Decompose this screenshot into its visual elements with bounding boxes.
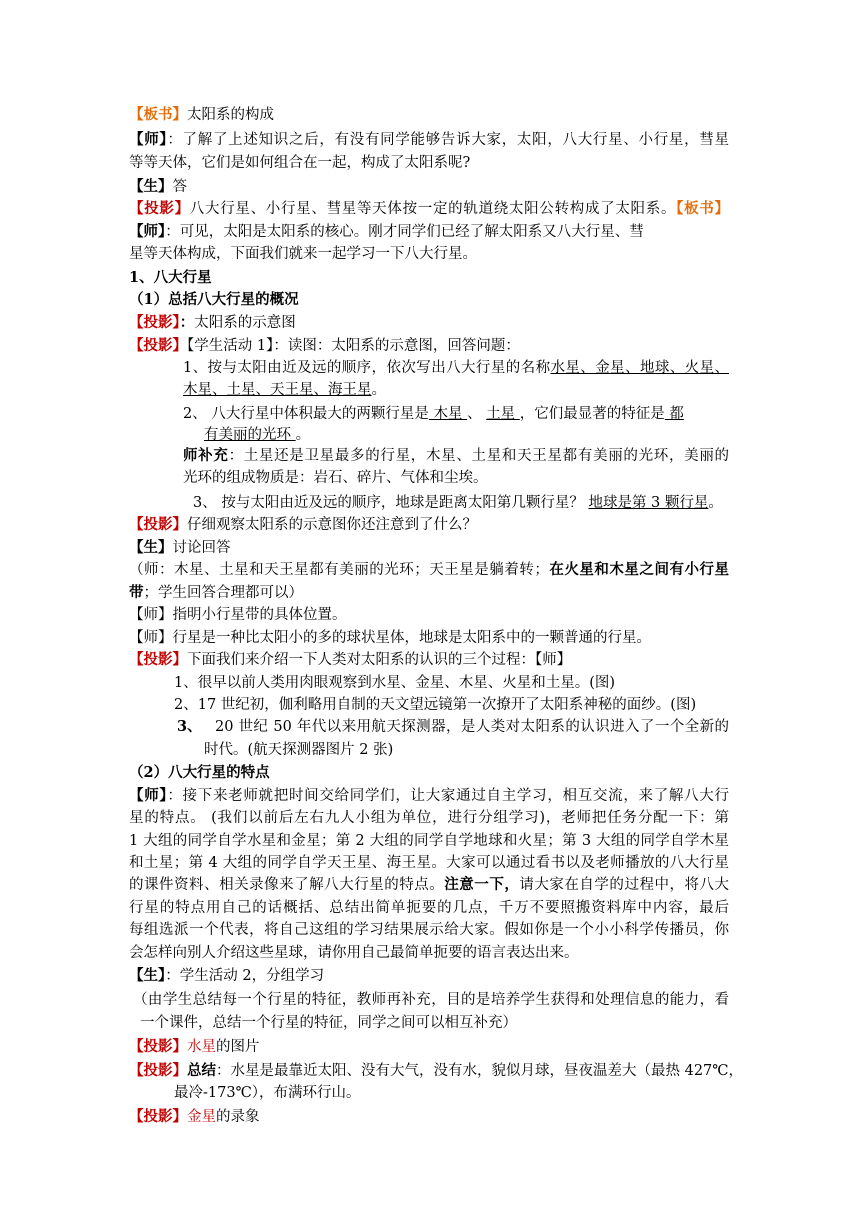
text-line: 星的特点。 (我们以前后左右九人小组为单位，进行分组学习)，老师把任务分配一下：第 — [129, 810, 729, 826]
text-line: 星等天体构成，下面我们就来一起学习一下八大行星。 — [129, 246, 477, 262]
text-line: 会怎样向别人介绍这些星球，请你用自己最简单扼要的语言表达出来。 — [129, 945, 579, 961]
section-heading: 1、八大行星 — [129, 269, 212, 286]
answer: 有美丽的光环 — [204, 427, 296, 443]
text-line: 1 大组的同学自学水星和金星；第 2 大组的同学自学地球和火星；第 3 大组的同学自学木星 — [129, 833, 729, 849]
text: ：接下来老师就把时间交给同学们，让大家通过自主学习，相互交流，来了解八大行 — [167, 788, 730, 804]
emphasis: 在火星和木星之间有小行星 — [548, 561, 729, 578]
projection-line — [129, 199, 729, 219]
teacher-line — [129, 130, 729, 150]
tag-student: 【生】 — [129, 178, 173, 195]
question-text: 1、按与太阳由近及远的顺序，依次写出八大行星的名称 — [183, 360, 551, 376]
teacher-note — [129, 560, 729, 580]
tag-projection: 【投影】 — [129, 314, 180, 331]
text: ，它们最显著的特征是 — [519, 406, 665, 422]
board-heading — [129, 105, 274, 125]
tag-teacher: 【师】 — [129, 787, 168, 804]
projection-line — [129, 313, 296, 333]
tag-projection: 【投影】 — [129, 337, 187, 354]
text: ：可见，太阳是太阳系的核心。刚才同学们已经了解太阳系又八大行星、彗 — [165, 224, 644, 240]
question-2-cont — [204, 425, 310, 445]
tag-projection: 【投影】 — [129, 1108, 187, 1125]
text: 答 — [172, 179, 187, 195]
subsection-heading: （2）八大行星的特点 — [129, 764, 270, 781]
text: 太阳系的构成 — [187, 107, 274, 123]
tag-board: 【板书】 — [129, 106, 187, 123]
planet-name: 水星 — [187, 1039, 216, 1055]
text-line: 每组选派一个代表，将自己这组的学习结果展示给大家。假如你是一个小小科学传播员，你 — [129, 922, 729, 938]
answer: 水星、金星、地球、火星、 — [550, 360, 729, 376]
text: 【学生活动 1】：读图：太阳系的示意图，回答问题： — [187, 338, 520, 354]
text-line: 光环的组成物质是：岩石、碎片、气体和尘埃。 — [183, 470, 488, 486]
tag-student: 【生】 — [129, 539, 173, 556]
projection-line — [129, 336, 520, 356]
text: 的图片 — [216, 1039, 260, 1055]
text: 仔细观察太阳系的示意图你还注意到了什么？ — [187, 517, 477, 533]
text: 。 — [371, 382, 386, 398]
text-line: 最冷-173℃），布满环行山。 — [174, 1085, 361, 1101]
answer: 土星 — [486, 406, 520, 422]
text: ：了解了上述知识之后，有没有同学能够告诉大家，太阳，八大行星、小行星，彗星 — [167, 132, 730, 148]
note-line: （由学生总结每一个行星的特征，教师再补充，目的是培养学生获得和处理信息的能力，看 — [133, 992, 729, 1008]
question-2 — [183, 404, 684, 424]
tag-projection: 【投影】 — [129, 1062, 187, 1079]
tag-teacher: 【师】 — [129, 223, 166, 240]
teacher-line — [129, 786, 729, 806]
note-line: 一个课件，总结一个行星的特征，同学之间可以相互补充） — [140, 1015, 517, 1031]
history-item: 2、17 世纪初，伽利略用自制的天文望远镜第一次撩开了太阳系神秘的面纱。(图) — [174, 697, 697, 713]
text: ：水星是最靠近太阳、没有大气，没有水，貌似月球，昼夜温差大（最热 427℃， — [216, 1063, 744, 1079]
tag-projection: 【投影】 — [129, 516, 187, 533]
tag-projection: 【投影】 — [129, 1038, 187, 1055]
history-item: 20 世纪 50 年代以来用航天探测器，是人类对太阳系的认识进入了一个全新的 — [215, 719, 729, 735]
student-line — [129, 177, 187, 197]
question-3 — [193, 493, 723, 513]
text: 下面我们来介绍一下人类对太阳系的认识的三个过程：【师】 — [187, 652, 572, 668]
answer: 地球是第 3 颗行星 — [588, 495, 709, 511]
text-line: 和土星；第 4 大组的同学自学天王星、海王星。大家可以通过看书以及老师播放的八大行星 — [129, 855, 729, 871]
summary-label: 总结 — [187, 1062, 216, 1079]
item-number: 3、 — [177, 718, 202, 735]
history-item-number — [177, 717, 202, 737]
question-text: 2、 八大行星中体积最大的两颗行星是 — [183, 406, 429, 422]
history-item-cont: 时代。(航天探测器图片 2 张) — [204, 742, 394, 758]
question-1 — [183, 358, 729, 378]
projection-line — [129, 515, 477, 535]
text: 。 — [708, 495, 723, 511]
projection-line — [129, 1061, 744, 1081]
tag-projection: 【投影】 — [129, 651, 187, 668]
projection-line — [129, 1037, 260, 1057]
text: 。 — [295, 427, 311, 443]
text: 请大家在自学的过程中，将八大 — [519, 877, 730, 893]
text: ：土星还是卫星最多的行星，木星、土星和天王星都有美丽的光环，美丽的 — [228, 448, 730, 464]
answer: 木星 — [428, 406, 468, 422]
emphasis: 注意一下， — [444, 876, 520, 893]
tag-projection: 【投影】 — [129, 200, 190, 217]
tag-student: 【生】 — [129, 967, 166, 984]
teacher-supplement — [183, 446, 729, 466]
teacher-line — [129, 222, 644, 242]
text: ；学生回答合理都可以） — [143, 585, 303, 601]
answer: 都 — [664, 406, 684, 422]
text-line: 等等天体，它们是如何组合在一起，构成了太阳系呢? — [129, 155, 471, 171]
history-item: 1、很早以前人类用肉眼观察到水星、金星、木星、火星和土星。(图) — [174, 675, 616, 691]
emphasis: 带 — [129, 584, 144, 601]
subsection-heading: （1）总括八大行星的概况 — [129, 291, 299, 308]
projection-line — [129, 650, 571, 670]
planet-name: 金星 — [187, 1109, 216, 1125]
student-line — [129, 966, 324, 986]
tag-teacher: 【师】 — [129, 131, 168, 148]
text-line: 行星的特点用自己的话概括、总结出简单扼要的几点，千万不要照搬资料库中内容，最后 — [129, 900, 729, 916]
tag-board: 【板书】 — [676, 200, 730, 217]
text: 太阳系的示意图 — [194, 315, 296, 331]
teacher-line: 【师】行星是一种比太阳小的多的球状星体，地球是太阳系中的一颗普通的行星。 — [129, 630, 651, 646]
projection-line — [129, 1107, 260, 1127]
teacher-line: 【师】指明小行星带的具体位置。 — [129, 607, 347, 623]
text: （师：木星、土星和天王星都有美丽的光环；天王星是躺着转； — [129, 562, 549, 578]
student-line — [129, 538, 231, 558]
text: 的录象 — [216, 1109, 260, 1125]
question-1-cont — [183, 380, 386, 400]
text-line — [129, 875, 729, 895]
text: 的课件资料、相关录像来了解八大行星的特点。 — [129, 877, 445, 893]
sep: 、 — [467, 406, 487, 422]
teacher-note-cont — [129, 583, 303, 603]
text: 八大行星、小行星、彗星等天体按一定的轨道绕太阳公转构成了太阳系。 — [189, 201, 677, 217]
colon: ： — [179, 314, 195, 331]
answer: 木星、土星、天王星、海王星 — [183, 382, 372, 398]
text: ：学生活动 2，分组学习 — [165, 968, 325, 984]
text: 讨论回答 — [172, 540, 231, 556]
tag-supplement: 师补充 — [183, 447, 229, 464]
question-text: 3、 按与太阳由近及远的顺序，地球是距离太阳第几颗行星？ — [193, 495, 589, 511]
